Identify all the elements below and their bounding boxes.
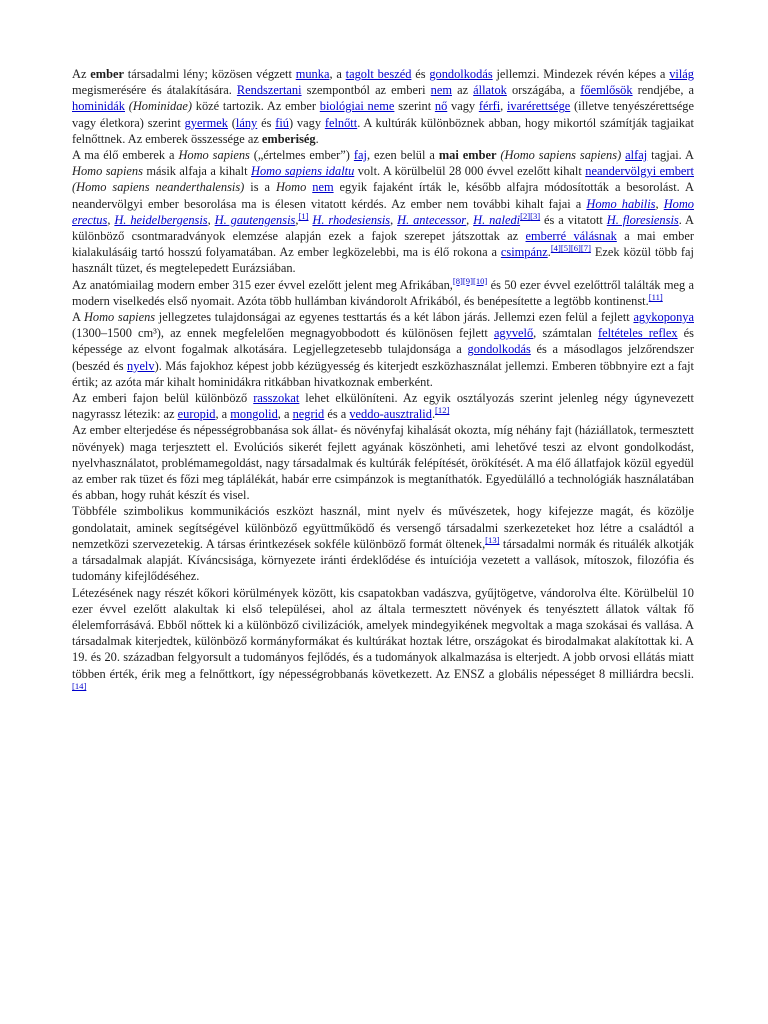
text-run: tagjai. A <box>647 148 694 163</box>
text-run: Ezek közül több faj használt tüzet, és megtelepedett Eurázsiában. <box>72 245 694 276</box>
reference-link[interactable]: [13] <box>485 534 500 545</box>
paragraph-6 <box>72 422 694 503</box>
text-run: , <box>655 196 664 211</box>
text-run: . <box>315 131 319 146</box>
link-nyelv[interactable]: nyelv <box>127 358 155 373</box>
link-felnott[interactable]: felnőtt <box>324 115 358 130</box>
text-run: és <box>411 67 430 81</box>
link-ferfi[interactable]: férfi <box>478 99 501 114</box>
text-run: és képessége az elvont fogalmak alkotására. Legjellegzetesebb tulajdonsága a <box>72 326 694 357</box>
italic-term: (Hominidae) <box>128 99 193 114</box>
link-negrid[interactable]: negrid <box>292 407 325 422</box>
reference-link[interactable]: [8] <box>452 275 463 286</box>
link-europid[interactable]: europid <box>177 407 216 422</box>
article-body <box>72 66 694 698</box>
link-nem[interactable]: nem <box>312 180 334 195</box>
text-run: Az ember elterjedése és népességrobbanása sok állat- és növényfaj kihalását okozta, míg néhány fajt (háziállatok, termesztett növények) maga terjesztett el. Evolúciós sikerét fejlett agyának köszönheti, ami lehetővé teszi az elvont gondolkodást, nyelvhasználatot, problémamegoldást, nagy társadalmak és kultúrák felépítését, örökítését. A ma élő állatfajok közül egyedül az ember rak tüzet és főzi meg táplálékát, habár erre csimpánzok is megtaníthatók. Egyedülálló a technológiák használatában és abban, hogy ruhát készít és visel. <box>72 423 694 503</box>
text-run: az <box>451 83 474 98</box>
text-run: , <box>295 212 299 227</box>
text-run: Többféle szimbolikus kommunikációs eszközt használ, mint nyelv és művészetek, hogy kifejezze magát, és közölje gondolatait, aminek segítségével különböző együttműködő és versengő társadalmi szerkezeteket hoz létre a családtól a nemzetközi szervezetekig. A társas érintkezések sokféle különböző formát öltenek, <box>72 504 694 551</box>
text-run: ( <box>227 115 236 130</box>
reference-link[interactable]: [10] <box>472 275 488 286</box>
link-tagolt-beszed[interactable]: tagolt beszéd <box>345 67 412 81</box>
text-run: és 50 ezer évvel ezelőttről találták meg a modern viselkedés első nyomait. Azóta több hullámban kivándorolt Afrikából, és benépesítette a legtöbb kontinenst. <box>72 277 694 308</box>
link-munka[interactable]: munka <box>295 67 330 81</box>
reference-link[interactable]: [14] <box>72 680 87 691</box>
reference-link[interactable]: [1] <box>298 210 309 221</box>
text-run: . A különböző csontmaradványok elemzése alapján ezek a fajok szerepet játszottak az <box>72 212 695 244</box>
text-run: . A kultúrák különböznek abban, hogy mikortól számítják tagjaikat felnőttnek. Az emberek összessége az <box>72 115 694 146</box>
text-run: Létezésének nagy részét kőkori körülmények között, kis csapatokban vadászva, gyűjtögetve, vándorolva élte. Körülbelül 10 ezer évvel ezelőtt alakultak ki első települései, ahol az általa termesztett növények és tenyésztett állatok váltak fő élelemforrásává. Ebből nőttek ki a különböző civilizációk, amelyek mindegyikének megvoltak a maga szokásai és vallása. A társadalmak kiterjedtek, különböző kormányformákat és kultúrákat hoztak létre, országokat és birodalmakat alakítottak ki. A 19. és 20. században felgyorsult a tudományos fejlődés, és a tudományok alkalmazása is elterjedt. A jobb orvosi ellátás miatt többen érték, érik meg a felnőttkort, így népességrobbanás következett. Az ENSZ a globális népességet 8 milliárdra becsli. <box>72 585 694 681</box>
text-run: , a <box>215 407 231 422</box>
italic-term: Homo <box>275 180 307 195</box>
text-run: a mai ember kialakulásáig tartó hosszú folyamatában. Az ember legközelebbi, ma is élő rokona a <box>72 229 694 260</box>
italic-term: Homo sapiens <box>83 310 156 325</box>
text-run: rendjébe, a <box>632 83 694 98</box>
link-allatok[interactable]: állatok <box>473 83 507 98</box>
text-run: megismerésére és átalakítására. <box>72 83 237 98</box>
italic-term: (Homo sapiens neanderthalensis) <box>72 180 245 195</box>
link-h-naledi[interactable]: H. naledi <box>473 212 521 227</box>
link-vilag[interactable]: világ <box>669 67 694 81</box>
text-run: Az emberi fajon belül különböző <box>72 391 254 406</box>
reference-link[interactable]: [7] <box>580 243 591 254</box>
text-run: és a vitatott <box>540 212 607 227</box>
link-alfaj[interactable]: alfaj <box>625 148 648 163</box>
italic-term: Homo sapiens <box>72 164 143 179</box>
text-run: volt. A körülbelül 28 000 évvel ezelőtt kihalt <box>354 164 586 179</box>
text-run: . <box>431 407 436 422</box>
link-homo-sapiens-idaltu[interactable]: Homo sapiens idaltu <box>251 164 355 179</box>
link-hominidak[interactable]: hominidák <box>72 99 125 114</box>
link-homo-erectus[interactable]: Homo erectus <box>72 196 695 227</box>
text-run: . <box>547 245 551 260</box>
link-gondolkodas[interactable]: gondolkodás <box>467 342 531 357</box>
text-run: szerint <box>394 99 435 114</box>
text-run: ) vagy <box>288 115 325 130</box>
italic-term: (Homo sapiens sapiens) <box>500 148 622 163</box>
paragraph-4 <box>72 309 694 390</box>
link-gondolkodas[interactable]: gondolkodás <box>429 67 493 81</box>
text-run: országába, a <box>506 83 581 98</box>
link-felteteles-reflex[interactable]: feltételes reflex <box>597 326 678 341</box>
link-h-gautengensis[interactable]: H. gautengensis <box>214 212 296 227</box>
text-run: , <box>466 212 474 227</box>
text-run: , <box>500 99 507 114</box>
text-run: jellegzetes tulajdonságai az egyenes testtartás és a két lábon járás. Jellemzi ezen felül a fejlett <box>155 310 634 325</box>
reference-link[interactable]: [4] <box>550 243 561 254</box>
text-run: lehet elkülöníteni. Az egyik osztályozás szerint jelenleg négy úgynevezett nagyrassz létezik: az <box>72 391 694 422</box>
text-run: és a másodlagos jelzőrendszer (beszéd és <box>72 342 695 373</box>
paragraph-8 <box>72 585 694 698</box>
text-run: jellemzi. Mindezek révén képes a <box>492 67 670 81</box>
text-run: társadalmi normák és rituálék alkotják a társadalmak alapját. Kíváncsisága, környezete iránti érdeklődése és intuíciója vezetett a vallások, mítoszok, filozófia és tudomány kifejlődéséhez. <box>72 536 695 584</box>
text-run: egyik fajaként írták le, később alfajra módosították a besorolást. A neandervölgyi ember besorolása ma is élesen vitatott kérdés. Az ember nem további kihalt fajai a <box>72 180 694 211</box>
link-faj[interactable]: faj <box>353 148 367 163</box>
text-run: , a <box>329 67 346 81</box>
text-run: (1300–1500 cm³), az ennek megfelelően megnagyobbodott és különösen fejlett <box>72 326 494 341</box>
link-rasszokat[interactable]: rasszokat <box>253 391 300 406</box>
bold-term: emberiség <box>261 131 316 146</box>
text-run: („értelmes ember”) <box>249 148 354 163</box>
text-run: , ezen belül a <box>366 148 439 163</box>
text-run: (illetve tenyészérettsége vagy életkora) szerint <box>72 99 694 130</box>
link-h-floresiensis[interactable]: H. floresiensis <box>606 212 679 227</box>
paragraph-5 <box>72 390 694 422</box>
reference-link[interactable]: [9] <box>462 275 473 286</box>
text-run: szempontból az emberi <box>301 83 431 98</box>
link-h-rhodesiensis[interactable]: H. rhodesiensis <box>312 212 391 227</box>
link-gyermek[interactable]: gyermek <box>184 115 228 130</box>
reference-link[interactable]: [11] <box>648 291 663 302</box>
text-run: és a <box>324 407 350 422</box>
paragraph-7 <box>72 503 694 584</box>
link-emberre-valasnak[interactable]: emberré válásnak <box>525 229 617 244</box>
link-agyvelo[interactable]: agyvelő <box>493 326 534 341</box>
text-run: másik alfaja a kihalt <box>142 164 251 179</box>
text-run: , <box>390 212 398 227</box>
link-biologiai-neme[interactable]: biológiai neme <box>319 99 395 114</box>
link-veddo-ausztralid[interactable]: veddo-ausztralid <box>349 407 432 422</box>
reference-link[interactable]: [3] <box>530 210 541 221</box>
text-run: , a <box>277 407 293 422</box>
text-run: Az <box>72 67 91 81</box>
text-run: társadalmi lény; közösen végzett <box>123 67 296 81</box>
link-rendszertani[interactable]: Rendszertani <box>236 83 302 98</box>
link-fiu[interactable]: fiú <box>275 115 289 130</box>
reference-link[interactable]: [12] <box>435 405 450 416</box>
reference-link[interactable]: [2] <box>520 210 531 221</box>
link-csimpanz[interactable]: csimpánz <box>500 245 548 260</box>
text-run: közé tartozik. Az ember <box>192 99 320 114</box>
text-run: A ma élő emberek a <box>72 148 179 163</box>
text-run: vagy <box>447 99 479 114</box>
text-run: is a <box>244 180 276 195</box>
link-homo-habilis[interactable]: Homo habilis <box>586 196 656 211</box>
link-nem[interactable]: nem <box>430 83 452 98</box>
link-foemlosok[interactable]: főemlősök <box>580 83 633 98</box>
paragraph-3 <box>72 277 694 309</box>
link-h-heidelbergensis[interactable]: H. heidelbergensis <box>114 212 208 227</box>
text-run: A <box>72 310 84 325</box>
link-agykoponya[interactable]: agykoponya <box>633 310 694 325</box>
paragraph-2 <box>72 147 694 277</box>
bold-term: ember <box>90 67 124 81</box>
text-run: , <box>107 212 115 227</box>
paragraph-1 <box>72 66 694 147</box>
link-h-antecessor[interactable]: H. antecessor <box>397 212 467 227</box>
text-run: ). Más fajokhoz képest jobb kézügyesség és kiterjedt eszközhasználat jellemzi. Emberen többnyire ezt a fajt értik; az azóta már kihalt hominidákra ritkábban hivatkoznak emberként. <box>72 358 694 389</box>
text-run: és <box>257 115 276 130</box>
link-ivarerettsege[interactable]: ivarérettsége <box>506 99 571 114</box>
link-lany[interactable]: lány <box>235 115 258 130</box>
text-run: Az anatómiailag modern ember 315 ezer évvel ezelőtt jelent meg Afrikában, <box>72 277 453 292</box>
reference-link[interactable]: [6] <box>570 243 581 254</box>
link-no[interactable]: nő <box>434 99 448 114</box>
link-neandervolgyi-embert[interactable]: neandervölgyi embert <box>585 164 694 179</box>
bold-term: mai ember <box>438 148 497 163</box>
reference-link[interactable]: [5] <box>560 243 571 254</box>
text-run: , <box>207 212 215 227</box>
italic-term: Homo sapiens <box>178 148 250 163</box>
text-run: , számtalan <box>533 326 598 341</box>
link-mongolid[interactable]: mongolid <box>230 407 278 422</box>
